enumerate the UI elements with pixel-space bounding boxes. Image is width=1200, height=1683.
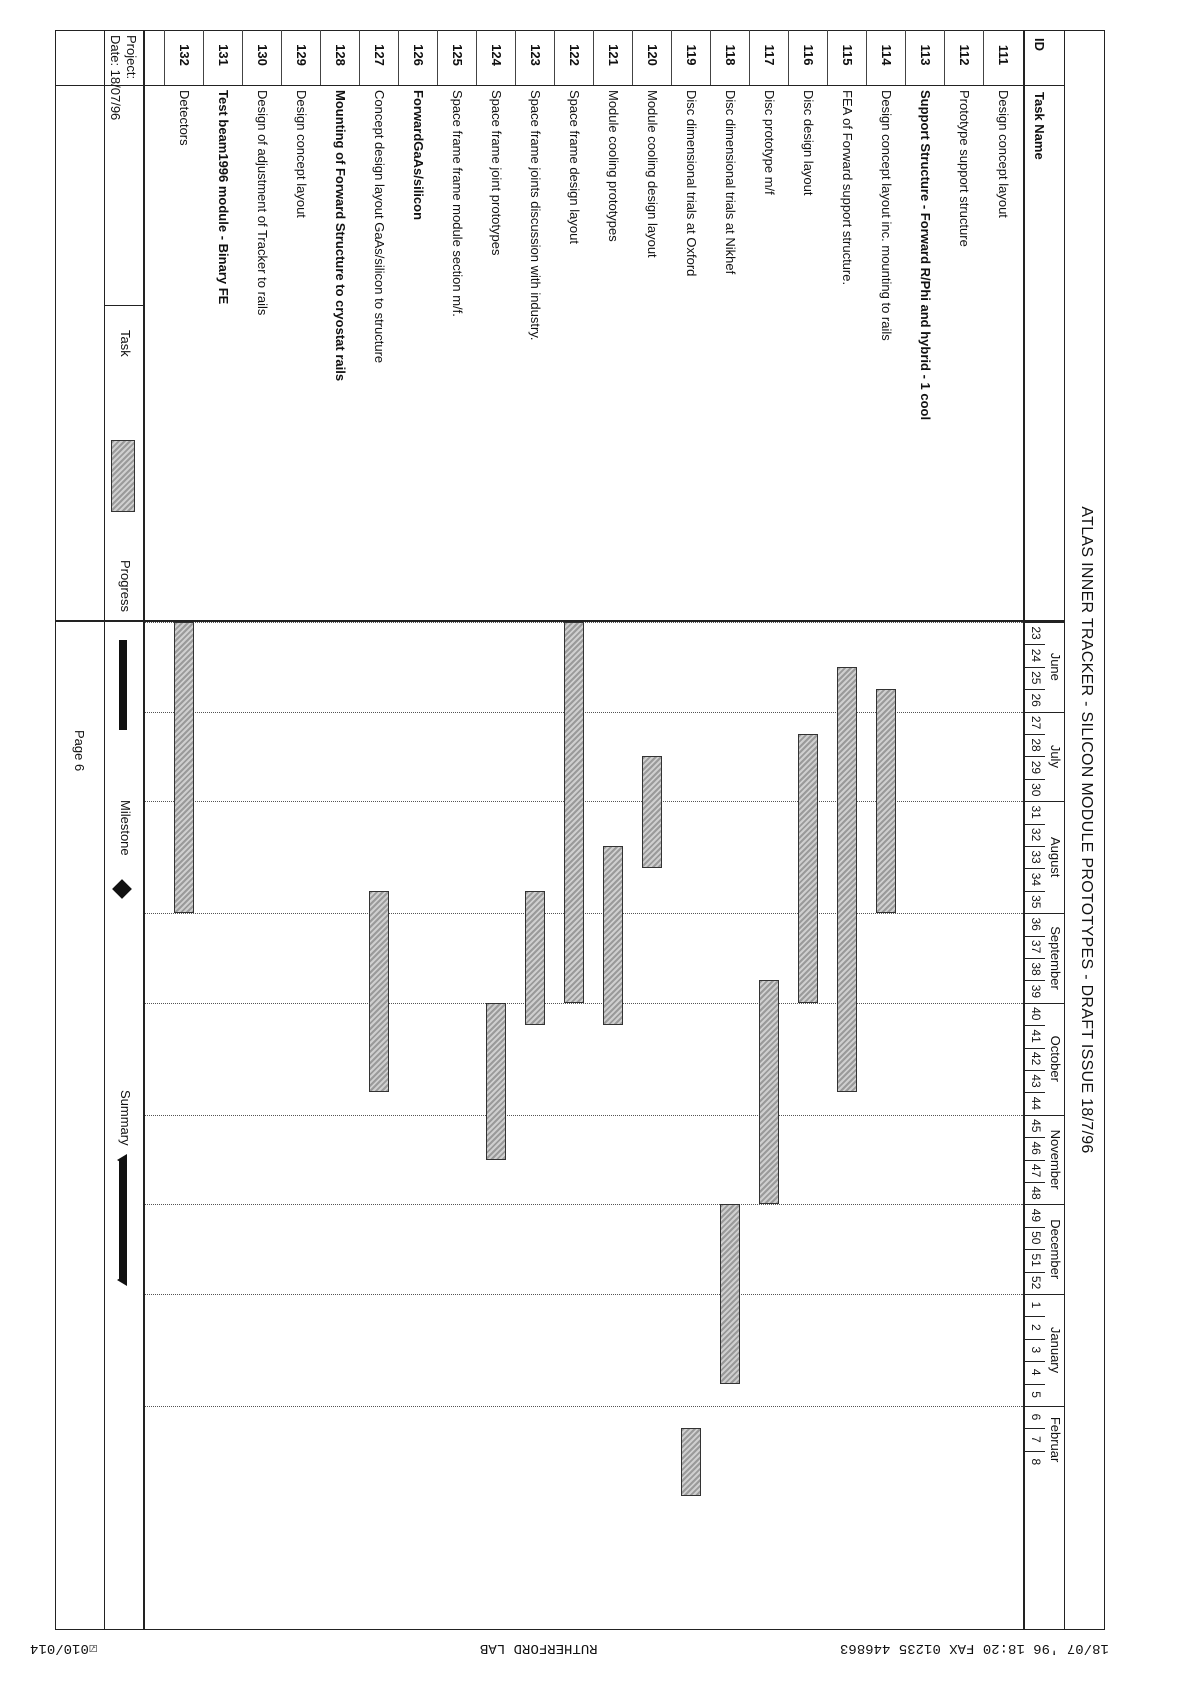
week-label: 44 (1029, 1096, 1043, 1111)
month-label: October (1048, 1035, 1063, 1082)
week-label: 40 (1029, 1007, 1043, 1021)
month-divider (1045, 1204, 1065, 1205)
page-number: Page 6 (72, 730, 87, 772)
row-divider (866, 30, 867, 85)
task-id: 112 (957, 44, 972, 66)
task-id: 125 (450, 44, 465, 66)
task-bar (174, 622, 194, 913)
row-divider (203, 30, 204, 85)
week-label: 7 (1029, 1436, 1043, 1443)
week-divider (1025, 712, 1045, 713)
row-divider (320, 30, 321, 85)
week-label: 52 (1029, 1275, 1043, 1290)
task-name: Space frame design layout (567, 90, 582, 244)
task-id: 121 (606, 44, 621, 66)
legend-divider (105, 305, 145, 306)
task-name: Detectors (177, 90, 192, 146)
week-label: 24 (1029, 648, 1043, 663)
month-label: June (1048, 652, 1063, 681)
task-name: Space frame joints discussion with industry. (528, 90, 543, 341)
row-divider (632, 30, 633, 85)
task-id: 131 (216, 44, 231, 66)
month-gridline (145, 1003, 1023, 1004)
month-label: January (1048, 1326, 1063, 1374)
task-name: Prototype support structure (957, 90, 972, 247)
month-divider (1045, 1406, 1065, 1407)
month-label: July (1048, 744, 1063, 768)
task-name: Space frame frame module section m/f. (450, 90, 465, 317)
month-label: November (1048, 1129, 1063, 1190)
row-divider (944, 30, 945, 85)
row-divider (905, 30, 906, 85)
week-label: 27 (1029, 715, 1043, 730)
task-bar (720, 1204, 740, 1383)
week-divider (1025, 1204, 1045, 1205)
week-label: 33 (1029, 850, 1043, 864)
week-label: 26 (1029, 693, 1043, 707)
row-divider (554, 30, 555, 85)
task-id: 123 (528, 44, 543, 66)
task-bar (876, 689, 896, 913)
week-label: 28 (1029, 738, 1043, 752)
row-divider (827, 30, 828, 85)
week-divider (1025, 913, 1045, 914)
month-gridline (145, 913, 1023, 914)
task-bar (564, 622, 584, 1003)
week-divider (1025, 1272, 1045, 1273)
task-name: Design concept layout inc. mounting to rails (879, 90, 894, 341)
week-label: 1 (1029, 1301, 1043, 1309)
task-id: 129 (294, 44, 309, 66)
week-divider (1025, 891, 1045, 892)
week-label: 36 (1029, 917, 1043, 931)
week-divider (1025, 667, 1045, 668)
task-name: Design of adjustment of Tracker to rails (255, 90, 270, 316)
legend-summary-swatch (119, 1160, 127, 1280)
task-bar (525, 891, 545, 1025)
task-name: Disc design layout (801, 90, 816, 196)
task-name: Support Structure - Forward R/Phi and hybrid - 1 cool (918, 90, 933, 421)
week-divider (1025, 936, 1045, 937)
week-divider (1025, 1227, 1045, 1228)
task-bar (681, 1428, 701, 1495)
task-bar (603, 846, 623, 1025)
task-name: Module cooling design layout (645, 90, 660, 258)
row-divider (476, 30, 477, 85)
week-divider (1025, 1339, 1045, 1340)
week-label: 30 (1029, 783, 1043, 797)
week-label: 43 (1029, 1074, 1043, 1088)
week-divider (1025, 622, 1045, 623)
month-divider (1045, 622, 1065, 623)
row-divider (593, 30, 594, 85)
task-name: Disc prototype m/f (762, 90, 777, 195)
week-divider (1025, 1160, 1045, 1161)
month-label: September (1048, 926, 1063, 990)
week-label: 32 (1029, 827, 1043, 842)
week-divider (1025, 846, 1045, 847)
month-gridline (145, 622, 1023, 623)
week-divider (1025, 1249, 1045, 1250)
legend-progress-swatch (119, 640, 127, 730)
week-label: 6 (1029, 1413, 1043, 1421)
week-divider (1025, 1092, 1045, 1093)
week-divider (1025, 689, 1045, 690)
week-divider (1025, 1137, 1045, 1138)
header-top-line (1064, 30, 1065, 1630)
task-name: Mounting of Forward Structure to cryostat rails (333, 90, 348, 382)
row-divider (710, 30, 711, 85)
row-divider (671, 30, 672, 85)
task-name: Disc dimensional trials at Nikhef (723, 90, 738, 275)
fax-header-right: ☑010/014 (30, 1640, 98, 1656)
week-label: 25 (1029, 671, 1043, 685)
month-divider (1045, 1294, 1065, 1295)
task-id: 118 (723, 44, 738, 66)
week-label: 23 (1029, 626, 1043, 640)
week-label: 42 (1029, 1051, 1043, 1066)
row-divider (242, 30, 243, 85)
task-id: 122 (567, 44, 582, 66)
task-id: 126 (411, 44, 426, 66)
month-divider (1045, 1115, 1065, 1116)
task-id: 120 (645, 44, 660, 66)
row-divider (281, 30, 282, 85)
legend-summary-label: Summary (118, 1090, 133, 1146)
week-divider (1025, 801, 1045, 802)
week-divider (1025, 734, 1045, 735)
week-label: 8 (1029, 1458, 1043, 1466)
week-label: 50 (1029, 1231, 1043, 1245)
row-divider (437, 30, 438, 85)
week-divider (1025, 1115, 1045, 1116)
week-label: 48 (1029, 1186, 1043, 1200)
legend-top-line (144, 30, 146, 1630)
task-bar (642, 756, 662, 868)
week-label: 29 (1029, 760, 1043, 775)
task-name: Concept design layout GaAs/silicon to structure (372, 90, 387, 364)
task-id: 115 (840, 44, 855, 66)
task-bar (837, 667, 857, 1093)
week-divider (1025, 1048, 1045, 1049)
row-divider (983, 30, 984, 85)
week-label: 35 (1029, 895, 1043, 909)
week-divider (1025, 1384, 1045, 1385)
month-gridline (145, 1204, 1023, 1205)
month-divider (1045, 712, 1065, 713)
week-divider (1025, 958, 1045, 959)
legend-task-swatch (111, 440, 135, 512)
week-divider (1025, 824, 1045, 825)
fax-header-left: 18/07 '96 18:20 FAX 01235 446863 (840, 1640, 1109, 1656)
task-id: 132 (177, 44, 192, 66)
week-divider (1025, 868, 1045, 869)
week-label: 34 (1029, 872, 1043, 887)
week-divider (1025, 1294, 1045, 1295)
week-divider (1025, 1003, 1045, 1004)
week-label: 4 (1029, 1368, 1043, 1376)
row-divider (164, 30, 165, 85)
week-label: 38 (1029, 962, 1043, 976)
week-label: 51 (1029, 1253, 1043, 1267)
week-divider (1025, 1070, 1045, 1071)
week-label: 2 (1029, 1324, 1043, 1331)
week-label: 45 (1029, 1119, 1043, 1133)
gantt-page (55, 30, 1105, 1630)
legend-progress-label: Progress (118, 560, 133, 613)
week-label: 37 (1029, 939, 1043, 954)
row-divider (515, 30, 516, 85)
week-label: 5 (1029, 1391, 1043, 1398)
week-divider (1025, 1428, 1045, 1429)
task-id: 128 (333, 44, 348, 66)
task-name: Design concept layout (294, 90, 309, 218)
week-divider (1025, 756, 1045, 757)
task-name: ForwardGaAs/silicon (411, 90, 426, 221)
week-divider (1025, 779, 1045, 780)
week-divider (1025, 1361, 1045, 1362)
task-name: Disc dimensional trials at Oxford (684, 90, 699, 277)
task-id: 130 (255, 44, 270, 66)
month-label: Februar (1048, 1416, 1063, 1463)
task-name: FEA of Forward support structure. (840, 90, 855, 286)
task-bar (759, 980, 779, 1204)
week-label: 41 (1029, 1029, 1043, 1043)
month-label: August (1048, 836, 1063, 878)
month-divider (1045, 801, 1065, 802)
week-divider (1025, 980, 1045, 981)
task-name: Module cooling prototypes (606, 90, 621, 242)
date-label: Date: 18/07/96 (108, 35, 123, 121)
task-id: 127 (372, 44, 387, 66)
legend-mid-line (104, 30, 105, 1630)
week-divider (1025, 1451, 1045, 1452)
month-gridline (145, 1115, 1023, 1116)
task-bar (798, 734, 818, 1003)
week-divider (1025, 1316, 1045, 1317)
week-label: 49 (1029, 1208, 1043, 1223)
fax-header-center: RUTHERFORD LAB (480, 1640, 598, 1656)
month-label: December (1048, 1219, 1063, 1280)
row-divider (749, 30, 750, 85)
page-title: ATLAS INNER TRACKER - SILICON MODULE PROTOTYPES - DRAFT ISSUE 18/7/96 (1078, 506, 1095, 1154)
row-divider (398, 30, 399, 85)
week-divider (1025, 1025, 1045, 1026)
task-name: Design concept layout (996, 90, 1011, 218)
task-id: 119 (684, 44, 699, 66)
project-label: Project: (124, 35, 139, 80)
week-label: 31 (1029, 805, 1043, 819)
task-name-header: Task Name (1032, 92, 1047, 160)
week-divider (1025, 1182, 1045, 1183)
task-bar (486, 1003, 506, 1160)
task-id: 114 (879, 44, 894, 66)
row-divider (788, 30, 789, 85)
task-id: 116 (801, 44, 816, 66)
month-gridline (145, 1406, 1023, 1407)
task-id: 117 (762, 44, 777, 66)
week-label: 47 (1029, 1163, 1043, 1178)
task-name: Test beam1996 module - Binary FE (216, 90, 231, 305)
week-divider (1025, 1406, 1045, 1407)
task-id: 111 (996, 44, 1011, 66)
task-id: 113 (918, 44, 933, 66)
month-divider (1045, 1003, 1065, 1004)
legend-milestone-label: Milestone (118, 800, 133, 856)
legend-task-label: Task (118, 330, 133, 357)
week-label: 46 (1029, 1141, 1043, 1155)
id-col-divider (55, 85, 1065, 86)
task-id: 124 (489, 44, 504, 66)
month-gridline (145, 1294, 1023, 1295)
task-bar (369, 891, 389, 1093)
week-divider (1025, 644, 1045, 645)
id-header: ID (1032, 38, 1047, 51)
week-label: 3 (1029, 1346, 1043, 1354)
month-divider (1045, 913, 1065, 914)
row-divider (359, 30, 360, 85)
header-bottom-line (1024, 30, 1026, 1630)
week-label: 39 (1029, 984, 1043, 999)
task-name: Space frame joint prototypes (489, 90, 504, 256)
